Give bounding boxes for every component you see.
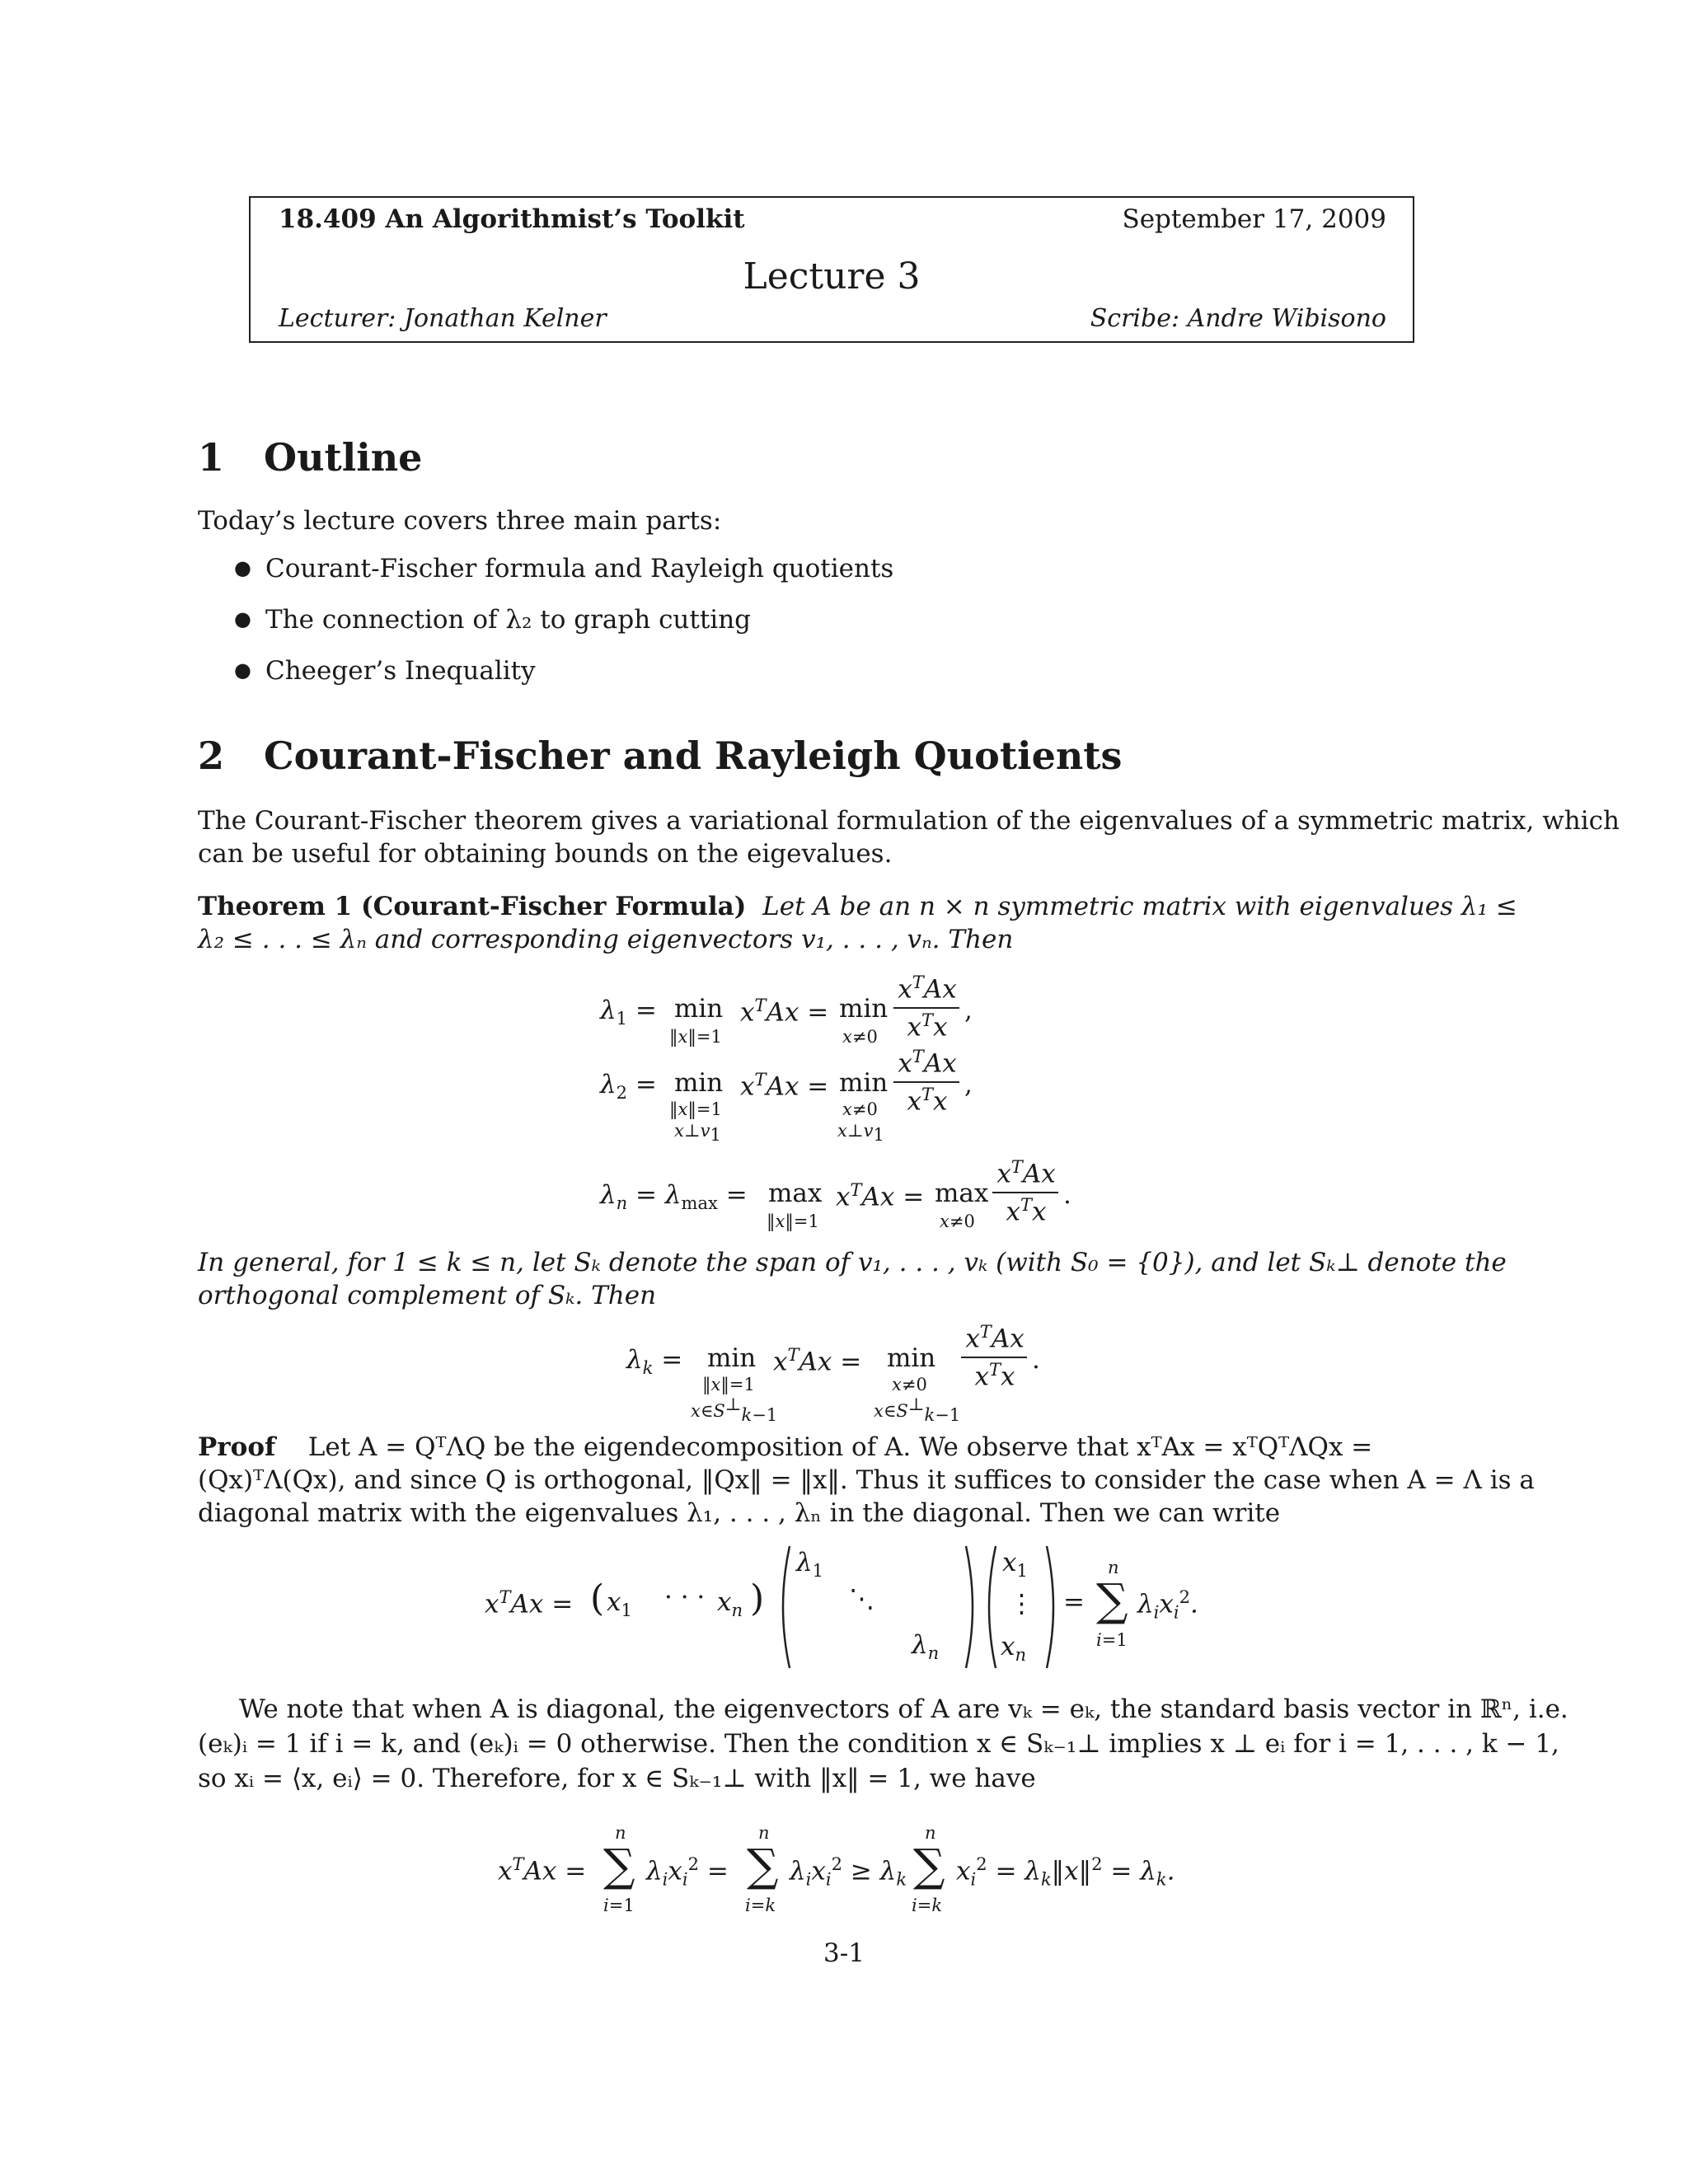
lecture-header-box (249, 196, 1414, 343)
paragraph-line: We note that when A is diagonal, the eigenvectors of A are vₖ = eₖ, the standard basis vector in ℝⁿ, i.e. (239, 1694, 1568, 1724)
list-item: ● Cheeger’s Inequality (234, 656, 536, 686)
lecturer-name: Lecturer: Jonathan Kelner (279, 304, 607, 333)
paper-page: 18.409 An Algorithmist’s Toolkit September 17, 2009 Lecture 3 Lecturer: Jonathan Kelner Scribe: Andre Wibisono 1 Outline Today’s lecture covers three main parts: ● Courant-Fischer formula and Rayleigh quotients ● The connection of λ₂ to graph cutting ● Cheeger’s Inequality 2 Courant-Fischer and Rayleigh Quotients The Courant-Fischer theorem gives a variational formulation of the eigenvalues of a symmetric matrix, which can be useful for obtaining bounds on the eigevalues. Theorem 1 (Courant-Fischer Formula) Let A be an n × n symmetric matrix with eigenvalues λ₁ ≤ λ₂ ≤ . . . ≤ λₙ and corresponding eigenvectors v₁, . . . , vₙ. Then $\lambda_1$ = min ‖x‖=1 $x^TAx$ = min x≠0 $x^TAx$ $x^Tx$ , $\lambda_2$ = min ‖x‖=1 $x\perp v_1$ $x^TAx$ = min x≠0 $x\perp v_1$ $x^TAx$ $x^Tx$ , $\lambda_n = \lambda_{max}$ = max ‖x‖=1 $x^TAx$ = max x≠0 $x^TAx$ $x^Tx$ . In general, for 1 ≤ k ≤ n, let Sₖ denote the span of v₁, . . . , vₖ (with S₀ = {0}), and let Sₖ⊥ denote the orthogonal complement of Sₖ. Then $\lambda_k$ = min ‖x‖=1 $x\in S^\perp_{k-1}$ $x^TAx$ = min x≠0 $x\in S^\perp_{k-1}$ $x^TAx$ $x^Tx$ . Proof Let A = QᵀΛQ be the eigendecomposition of A. We observe that xᵀAx = xᵀQᵀΛQx = (Qx)ᵀΛ(Qx), and since Q is orthogonal, ‖Qx‖ = ‖x‖. Thus it suffices to consider the case when A = Λ is a diagonal matrix with the eigenvalues λ₁, . . . , λₙ in the diagonal. Then we can write $x^TAx$ = ( $x_1$ · · · $x_n$ ) $\lambda_1$ ⋱ $\lambda_n$ $x_1$ ⋮ $x_n$ = n ∑ i=1 $\lambda_ix_i^2$. We note that when A is diagonal, the eigenvectors of A are vₖ = eₖ, the standard basis vector in ℝⁿ, i.e. (eₖ)ᵢ = 1 if i = k, and (eₖ)ᵢ = 0 otherwise. Then the condition x ∈ Sₖ₋₁⊥ implies x ⊥ eᵢ for i = 1, . . . , k − 1, so xᵢ = ⟨x, eᵢ⟩ = 0. Therefore, for x ∈ Sₖ₋₁⊥ with ‖x‖ = 1, we have $x^TAx$ = n ∑ i=1 $\lambda_ix_i^2$ = n ∑ i=k $\lambda_ix_i^2 \ge \lambda_k$ n ∑ i=k $x_i^2$ = $\lambda_k‖x‖^2 = \lambda_k$. 3-1 (0, 0, 1688, 2184)
paragraph-line: can be useful for obtaining bounds on the eigevalues. (198, 839, 893, 869)
course-title: 18.409 An Algorithmist’s Toolkit (279, 204, 745, 234)
paragraph-line: The Courant-Fischer theorem gives a variational formulation of the eigenvalues of a symmetric matrix, which (198, 806, 1620, 836)
outline-intro: Today’s lecture covers three main parts: (198, 506, 722, 536)
proof-line: Proof Let A = QᵀΛQ be the eigendecomposition of A. We observe that xᵀAx = xᵀQᵀΛQx = (198, 1432, 1373, 1462)
theorem-label: Theorem 1 (Courant-Fischer Formula) (198, 892, 747, 921)
section-number: 1 (198, 435, 225, 480)
theorem-line (198, 890, 1517, 923)
paragraph-line: In general, for 1 ≤ k ≤ n, let Sₖ denote the span of v₁, . . . , vₖ (with S₀ = {0}), and let Sₖ⊥ denote the (198, 1248, 1507, 1277)
list-item: ● Courant-Fischer formula and Rayleigh quotients (234, 554, 894, 583)
list-item: ● The connection of λ₂ to graph cutting (234, 605, 752, 635)
paragraph-line: (eₖ)ᵢ = 1 if i = k, and (eₖ)ᵢ = 0 otherwise. Then the condition x ∈ Sₖ₋₁⊥ implies x ⊥ eᵢ for i = 1, . . . , k − 1, (198, 1729, 1559, 1759)
theorem-text: λ₂ ≤ . . . ≤ λₙ and corresponding eigenvectors v₁, . . . , vₙ. Then (198, 925, 1014, 954)
bullet-icon: ● (234, 556, 251, 579)
paragraph-line: so xᵢ = ⟨x, eᵢ⟩ = 0. Therefore, for x ∈ Sₖ₋₁⊥ with ‖x‖ = 1, we have (198, 1764, 1036, 1793)
section-2-heading (198, 733, 1122, 778)
bullet-icon: ● (234, 658, 251, 682)
section-1-heading (198, 435, 422, 480)
page-number: 3-1 (823, 1938, 865, 1968)
lecture-date: September 17, 2009 (1122, 204, 1386, 234)
bullet-icon: ● (234, 607, 251, 630)
section-number: 2 (198, 733, 225, 778)
theorem-text: Let A be an n × n symmetric matrix with eigenvalues λ₁ ≤ (762, 892, 1517, 921)
scribe-name: Scribe: Andre Wibisono (1090, 304, 1386, 333)
proof-line: diagonal matrix with the eigenvalues λ₁, . . . , λₙ in the diagonal. Then we can write (198, 1498, 1281, 1528)
proof-label: Proof (198, 1432, 276, 1462)
lecture-title: Lecture 3 (743, 255, 921, 298)
proof-line: (Qx)ᵀΛ(Qx), and since Q is orthogonal, ‖Qx‖ = ‖x‖. Thus it suffices to consider the case when A = Λ is a (198, 1465, 1535, 1495)
paragraph-line: orthogonal complement of Sₖ. Then (198, 1281, 657, 1310)
section-title: Courant-Fischer and Rayleigh Quotients (264, 733, 1123, 778)
section-title: Outline (264, 435, 423, 480)
